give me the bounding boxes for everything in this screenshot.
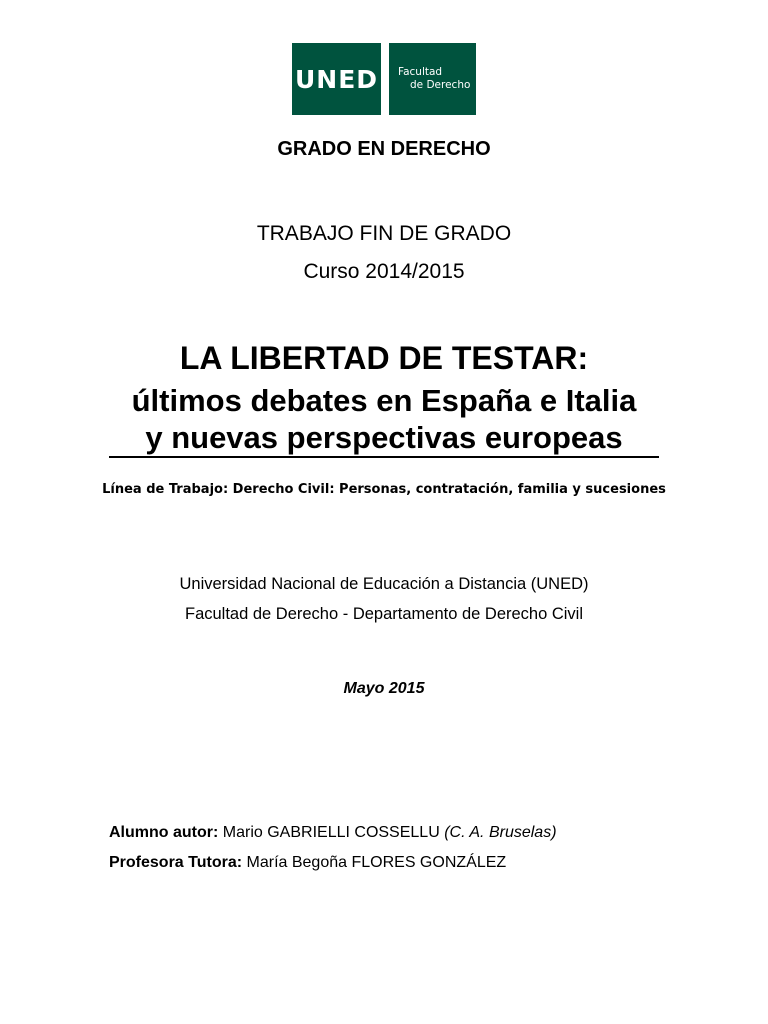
degree-heading: GRADO EN DERECHO [277,138,491,160]
work-type: TRABAJO FIN DE GRADO [256,222,512,245]
title-underline [109,456,659,458]
author-name: Mario GABRIELLI COSSELLU [222,824,440,841]
faculty-logo-line1: Facultad [398,66,443,78]
tutor-label: Profesora Tutora: [109,854,243,871]
tutor-line [109,854,506,872]
faculty-logo-line2: de Derecho [410,79,471,91]
author-line [109,824,557,842]
title-line-1: LA LIBERTAD DE TESTAR: [179,340,589,376]
title-line-2: últimos debates en España e Italia [131,383,637,418]
uned-logo-mark: UNED [292,43,381,115]
date: Mayo 2015 [343,680,425,697]
author-label: Alumno autor: [109,824,219,841]
university-name: Universidad Nacional de Educación a Distancia (UNED) [179,575,589,593]
research-line: Línea de Trabajo: Derecho Civil: Personas, contratación, familia y sucesiones [102,482,666,497]
faculty-department: Facultad de Derecho - Departamento de Derecho Civil [184,605,584,623]
uned-logo [292,43,476,115]
faculty-logo-text [389,43,476,115]
tutor-name: María Begoña FLORES GONZÁLEZ [246,854,507,871]
author-note: (C. A. Bruselas) [444,824,557,841]
title-line-3: y nuevas perspectivas europeas [145,420,623,455]
academic-course: Curso 2014/2015 [303,260,465,283]
